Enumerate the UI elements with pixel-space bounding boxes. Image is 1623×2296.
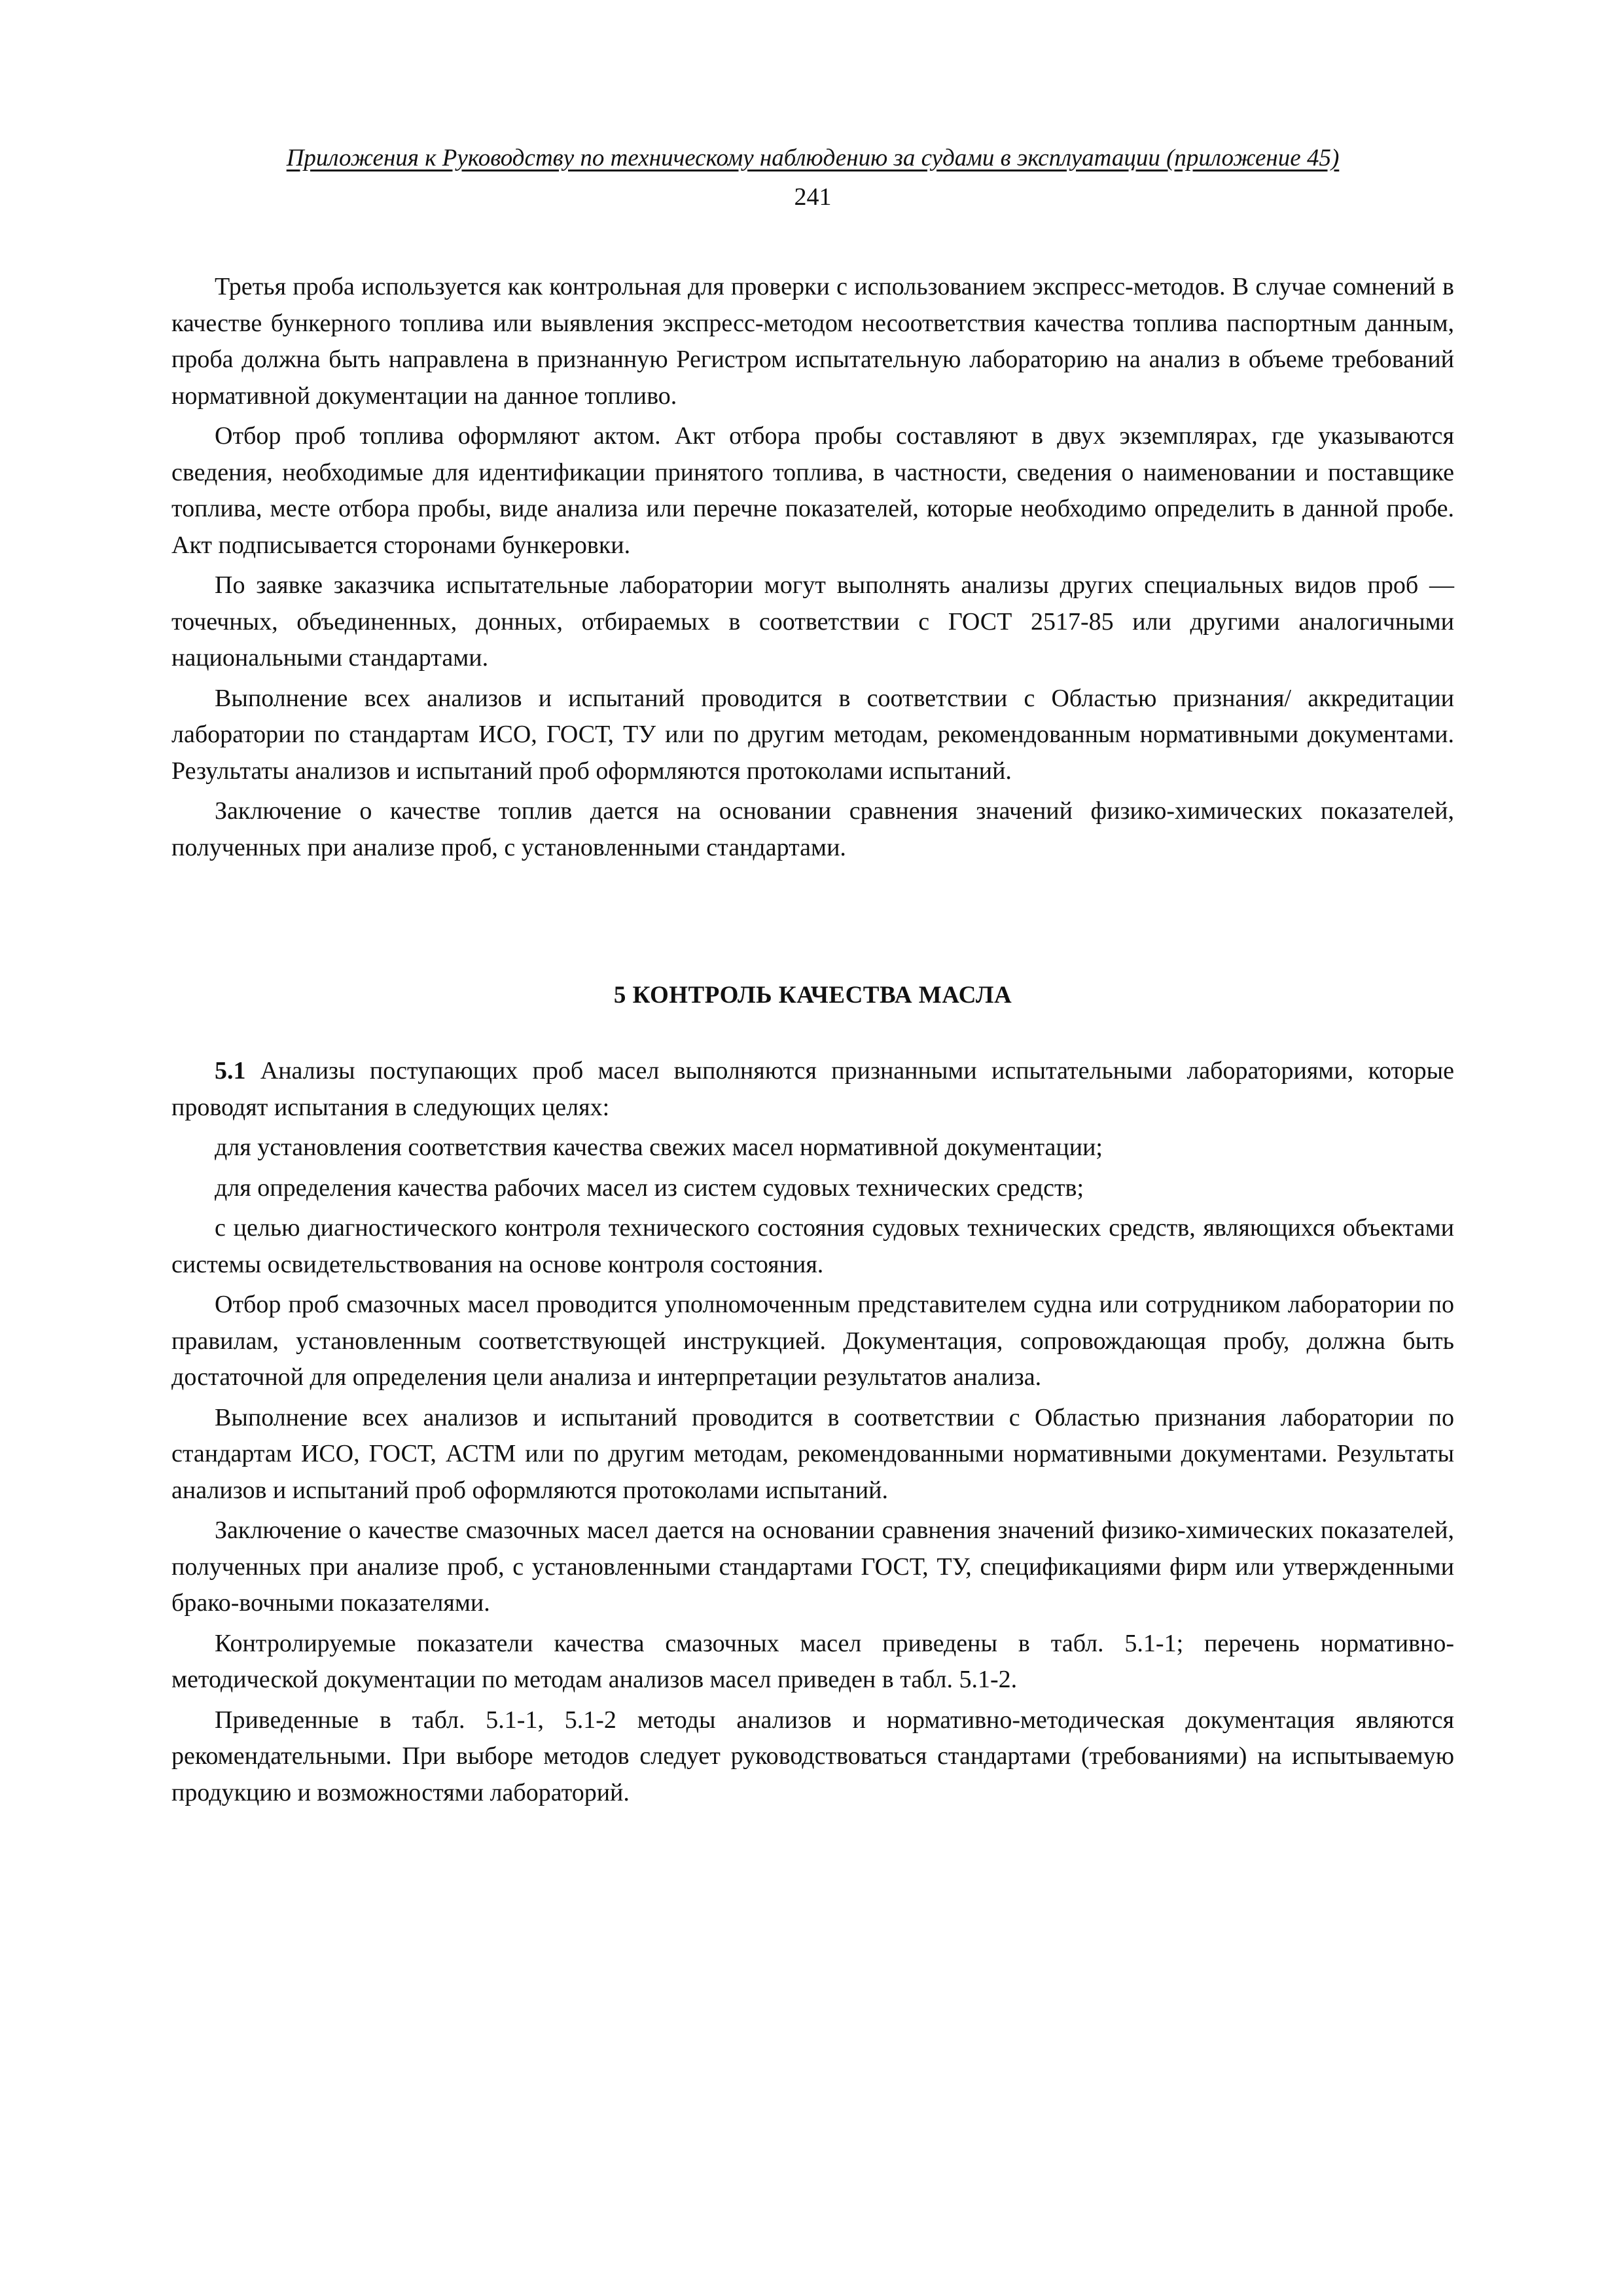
clause-number: 5.1 bbox=[215, 1057, 246, 1085]
running-header: Приложения к Руководству по техническому наблюдению за судами в эксплуатации (приложение 45) bbox=[286, 145, 1340, 171]
page-number: 241 bbox=[794, 183, 832, 211]
section-heading: 5 КОНТРОЛЬ КАЧЕСТВА МАСЛА bbox=[613, 982, 1012, 1009]
clause-text: Анализы поступающих проб масел выполняются признанными испытательными лабораториями, которые проводят испытания в следующих целях: bbox=[171, 1057, 1454, 1121]
paragraph: Заключение о качестве топлив дается на основании сравнения значений физико-химических показателей, полученных при анализе проб, с установленными стандартами. bbox=[171, 797, 1454, 861]
paragraph: для определения качества рабочих масел из систем судовых технических средств; bbox=[215, 1174, 1084, 1202]
body-text bbox=[171, 269, 1454, 866]
document-page bbox=[171, 141, 1454, 1811]
paragraph: для установления соответствия качества свежих масел нормативной документации; bbox=[215, 1134, 1103, 1161]
paragraph: Контролируемые показатели качества смазочных масел приведены в табл. 5.1-1; перечень нормативно-методической документации по методам анализов масел приведен в табл. 5.1-2. bbox=[171, 1629, 1454, 1693]
paragraph: Выполнение всех анализов и испытаний проводится в соответствии с Областью признания лаборатории по стандартам ИСО, ГОСТ, АСТМ или по другим методам, рекомендованными нормативными документами. Результаты анализов и испытаний проб оформляются протоколами испытаний. bbox=[171, 1403, 1454, 1504]
paragraph: Выполнение всех анализов и испытаний проводится в соответствии с Областью признания/ аккредитации лаборатории по стандартам ИСО, ГОСТ, ТУ или по другим методам, рекомендованным нормативными документами. Результаты анализов и испытаний проб оформляются протоколами испытаний. bbox=[171, 684, 1454, 785]
paragraph: Отбор проб смазочных масел проводится уполномоченным представителем судна или сотрудником лаборатории по правилам, установленным соответствующей инструкцией. Документация, сопровождающая пробу, должна быть достаточной для определения цели анализа и интерпретации результатов анализа. bbox=[171, 1291, 1454, 1391]
section-body bbox=[171, 1053, 1454, 1811]
paragraph: с целью диагностического контроля технического состояния судовых технических средств, являющихся объектами системы освидетельствования на основе контроля состояния. bbox=[171, 1214, 1454, 1278]
section-lead-paragraph bbox=[171, 1053, 1454, 1126]
paragraph: Приведенные в табл. 5.1-1, 5.1-2 методы анализов и нормативно-методическая документация являются рекомендательными. При выборе методов следует руководствоваться стандартами (требованиями) на испытываемую продукцию и возможностями лабораторий. bbox=[171, 1706, 1454, 1806]
paragraph: По заявке заказчика испытательные лаборатории могут выполнять анализы других специальных видов проб — точечных, объединенных, донных, отбираемых в соответствии с ГОСТ 2517-85 или другими аналогичными национальными стандартами. bbox=[171, 571, 1454, 672]
paragraph: Отбор проб топлива оформляют актом. Акт отбора пробы составляют в двух экземплярах, где указываются сведения, необходимые для идентификации принятого топлива, в частности, сведения о наименовании и поставщике топлива, месте отбора пробы, виде анализа или перечне показателей, которые необходимо определить в данной пробе. Акт подписывается сторонами бункеровки. bbox=[171, 422, 1454, 559]
paragraph: Третья проба используется как контрольная для проверки с использованием экспресс-методов. В случае сомнений в качестве бункерного топлива или выявления экспресс-методом несоответствия качества топлива паспортным данным, проба должна быть направлена в признанную Регистром испытательную лабораторию на анализ в объеме требований нормативной документации на данное топливо. bbox=[171, 273, 1454, 410]
paragraph: Заключение о качестве смазочных масел дается на основании сравнения значений физико-химических показателей, полученных при анализе проб, с установленными стандартами ГОСТ, ТУ, спецификациями фирм или утвержденными брако-вочными показателями. bbox=[171, 1516, 1454, 1617]
